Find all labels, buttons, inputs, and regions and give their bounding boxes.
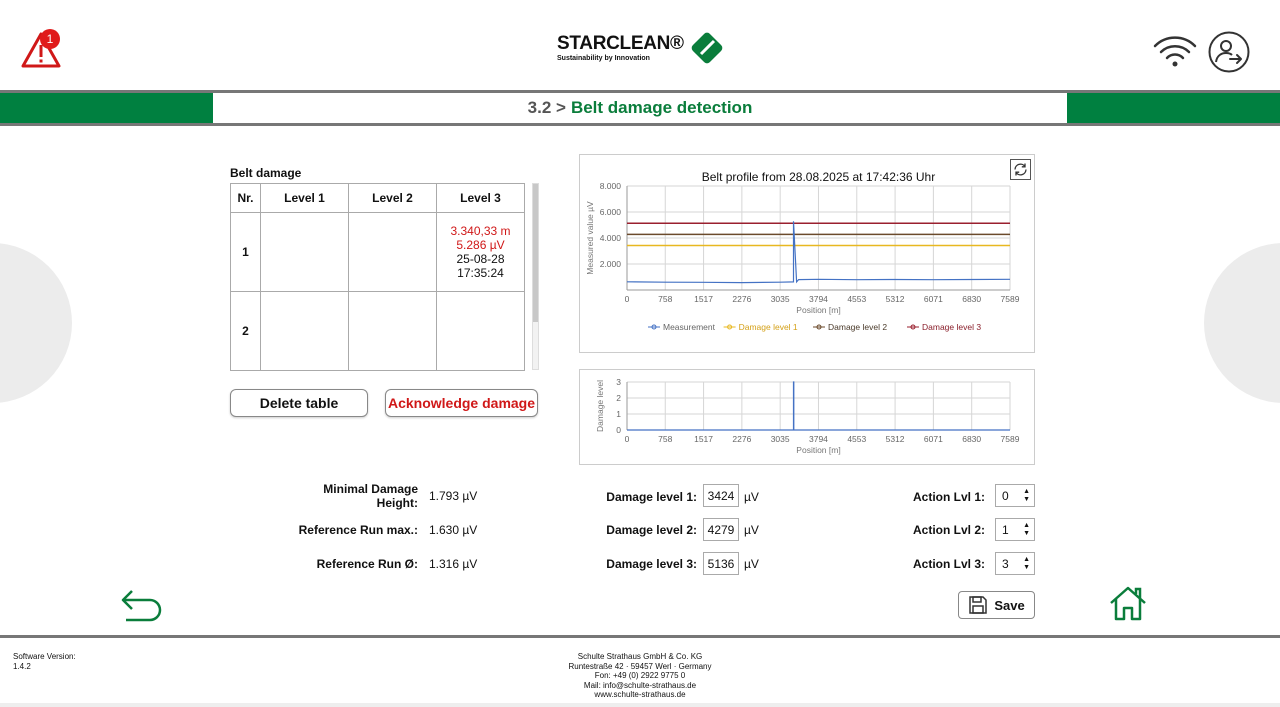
left-decor-circle bbox=[0, 243, 72, 403]
ref-run-max-label: Reference Run max.: bbox=[298, 523, 418, 537]
column-header-level3: Level 3 bbox=[437, 184, 525, 213]
legend-entry: Damage level 1 bbox=[738, 322, 798, 332]
action-lvl-1-select[interactable] bbox=[995, 484, 1035, 507]
footer-bottom-strip bbox=[0, 703, 1280, 707]
x-axis-label: Position [m] bbox=[796, 305, 841, 315]
belt-profile-chart bbox=[579, 154, 1035, 353]
damage-level-svg bbox=[580, 370, 1036, 466]
y-tick-label: 1 bbox=[616, 409, 621, 419]
y-axis-label: Damage level bbox=[595, 380, 605, 432]
action-lvl-3-select[interactable] bbox=[995, 552, 1035, 575]
refresh-icon[interactable] bbox=[1010, 159, 1031, 180]
ref-run-avg-label: Reference Run Ø: bbox=[316, 557, 418, 571]
company-web[interactable]: www.schulte-strathaus.de bbox=[594, 690, 686, 699]
damage-level-2-label: Damage level 2: bbox=[606, 523, 697, 537]
action-lvl-2-value: 1 bbox=[1002, 522, 1009, 537]
y-tick-label: 2.000 bbox=[599, 259, 621, 269]
home-icon[interactable] bbox=[1108, 585, 1148, 626]
save-label: Save bbox=[994, 597, 1025, 613]
damage-level-1-unit: µV bbox=[744, 490, 759, 504]
legend-entry: Damage level 2 bbox=[828, 322, 888, 332]
x-axis-label: Position [m] bbox=[796, 445, 841, 455]
logo-mark-icon bbox=[687, 28, 727, 68]
company-mail[interactable]: Mail: info@schulte-strathaus.de bbox=[583, 680, 697, 690]
x-tick-label: 1517 bbox=[694, 294, 714, 304]
footer-divider bbox=[0, 635, 1280, 638]
level3-cell bbox=[437, 213, 525, 292]
company-phone: Fon: +49 (0) 2922 9775 0 bbox=[594, 671, 686, 680]
x-tick-label: 6830 bbox=[962, 294, 982, 304]
ref-run-avg-value: 1.316 µV bbox=[429, 557, 478, 571]
column-header-nr: Nr. bbox=[231, 184, 261, 213]
damage-level-3-label: Damage level 3: bbox=[606, 557, 697, 571]
y-axis-label: Measured value µV bbox=[585, 201, 595, 275]
floppy-disk-icon bbox=[968, 595, 988, 615]
damage-level-3-unit: µV bbox=[744, 557, 759, 571]
x-tick-label: 2276 bbox=[732, 294, 752, 304]
action-lvl-1-label: Action Lvl 1: bbox=[912, 490, 985, 504]
legend-entry: Measurement bbox=[663, 322, 715, 332]
legend-entry: Damage level 3 bbox=[922, 322, 982, 332]
company-name: Schulte Strathaus GmbH & Co. KG bbox=[577, 652, 703, 661]
y-tick-label: 0 bbox=[616, 425, 621, 435]
logo-tagline: Sustainability by Innovation bbox=[557, 54, 650, 62]
x-tick-label: 0 bbox=[624, 294, 630, 304]
x-tick-label: 5312 bbox=[885, 434, 905, 444]
x-tick-label: 758 bbox=[658, 434, 673, 444]
damage-time: 17:35:24 bbox=[457, 266, 504, 280]
table-row[interactable] bbox=[231, 292, 525, 371]
action-lvl-3-label: Action Lvl 3: bbox=[912, 557, 985, 571]
x-tick-label: 6071 bbox=[923, 294, 943, 304]
spinner-arrows-icon: ▲ ▼ bbox=[1023, 488, 1030, 503]
level2-cell bbox=[349, 292, 437, 371]
title-bar bbox=[0, 90, 1280, 126]
table-scrollbar[interactable] bbox=[532, 183, 539, 370]
damage-position: 3.340,33 m bbox=[450, 224, 511, 238]
x-tick-label: 3794 bbox=[809, 294, 828, 304]
alert-count-badge: 1 bbox=[40, 29, 60, 49]
y-tick-label: 2 bbox=[616, 393, 621, 403]
damage-level-2-input[interactable]: 4279 bbox=[703, 518, 739, 541]
x-tick-label: 1517 bbox=[694, 434, 714, 444]
damage-date: 25-08-28 bbox=[456, 252, 505, 266]
x-tick-label: 7589 bbox=[1000, 294, 1020, 304]
spinner-arrows-icon: ▲ ▼ bbox=[1023, 522, 1030, 537]
ref-run-max-value: 1.630 µV bbox=[429, 523, 478, 537]
save-button[interactable] bbox=[958, 591, 1035, 619]
company-address: Runtestraße 42 · 59457 Werl · Germany bbox=[568, 661, 712, 671]
table-caption: Belt damage bbox=[230, 166, 302, 180]
belt-profile-svg bbox=[580, 155, 1036, 354]
min-damage-label: Minimal Damage Height: bbox=[323, 482, 418, 510]
x-tick-label: 758 bbox=[658, 294, 673, 304]
damage-level-chart bbox=[579, 369, 1035, 465]
damage-level-2-unit: µV bbox=[744, 523, 759, 537]
column-header-level2: Level 2 bbox=[349, 184, 437, 213]
software-version: Software Version: 1.4.2 bbox=[13, 652, 76, 671]
damage-level-3-input[interactable]: 5136 bbox=[703, 552, 739, 575]
user-logout-icon[interactable] bbox=[1208, 31, 1250, 73]
wifi-icon[interactable] bbox=[1152, 33, 1198, 74]
x-tick-label: 4553 bbox=[847, 434, 867, 444]
x-tick-label: 6830 bbox=[962, 434, 982, 444]
chart-title: Belt profile from 28.08.2025 at 17:42:36 Uhr bbox=[701, 170, 936, 184]
level3-cell bbox=[437, 292, 525, 371]
y-tick-label: 6.000 bbox=[599, 207, 621, 217]
starclean-logo bbox=[557, 28, 727, 68]
action-lvl-2-select[interactable] bbox=[995, 518, 1035, 541]
level2-cell bbox=[349, 213, 437, 292]
y-tick-label: 8.000 bbox=[599, 181, 621, 191]
level1-cell bbox=[261, 213, 349, 292]
level1-cell bbox=[261, 292, 349, 371]
x-tick-label: 3035 bbox=[770, 434, 790, 444]
action-lvl-3-value: 3 bbox=[1002, 556, 1009, 571]
table-scroll-thumb[interactable] bbox=[533, 184, 538, 322]
x-tick-label: 3794 bbox=[809, 434, 828, 444]
x-tick-label: 7589 bbox=[1000, 434, 1020, 444]
page-title: Belt damage detection bbox=[570, 98, 753, 117]
damage-level-1-label: Damage level 1: bbox=[606, 490, 697, 504]
y-tick-label: 4.000 bbox=[599, 233, 621, 243]
x-tick-label: 4553 bbox=[847, 294, 867, 304]
x-tick-label: 6071 bbox=[923, 434, 943, 444]
x-tick-label: 3035 bbox=[770, 294, 790, 304]
column-header-level1: Level 1 bbox=[261, 184, 349, 213]
spinner-arrows-icon: ▲ ▼ bbox=[1023, 556, 1030, 571]
x-tick-label: 2276 bbox=[732, 434, 752, 444]
min-damage-value: 1.793 µV bbox=[429, 489, 478, 503]
delete-table-button[interactable]: Delete table bbox=[230, 389, 368, 417]
damage-level-1-input[interactable]: 3424 bbox=[703, 484, 739, 507]
belt-damage-table bbox=[230, 183, 525, 371]
action-lvl-1-value: 0 bbox=[1002, 488, 1009, 503]
action-lvl-2-label: Action Lvl 2: bbox=[912, 523, 985, 537]
logo-name: STARCLEAN® bbox=[557, 32, 684, 54]
page-number: 3.2 > bbox=[527, 98, 566, 117]
damage-value: 5.286 µV bbox=[456, 238, 505, 252]
right-decor-circle bbox=[1204, 243, 1280, 403]
acknowledge-damage-button[interactable]: Acknowledge damage bbox=[385, 389, 538, 417]
x-tick-label: 0 bbox=[624, 434, 630, 444]
table-row[interactable] bbox=[231, 213, 525, 292]
row-nr: 2 bbox=[231, 292, 261, 371]
y-tick-label: 3 bbox=[616, 377, 621, 387]
back-arrow-icon[interactable] bbox=[120, 586, 166, 627]
row-nr: 1 bbox=[231, 213, 261, 292]
company-info bbox=[540, 652, 740, 700]
x-tick-label: 5312 bbox=[885, 294, 905, 304]
